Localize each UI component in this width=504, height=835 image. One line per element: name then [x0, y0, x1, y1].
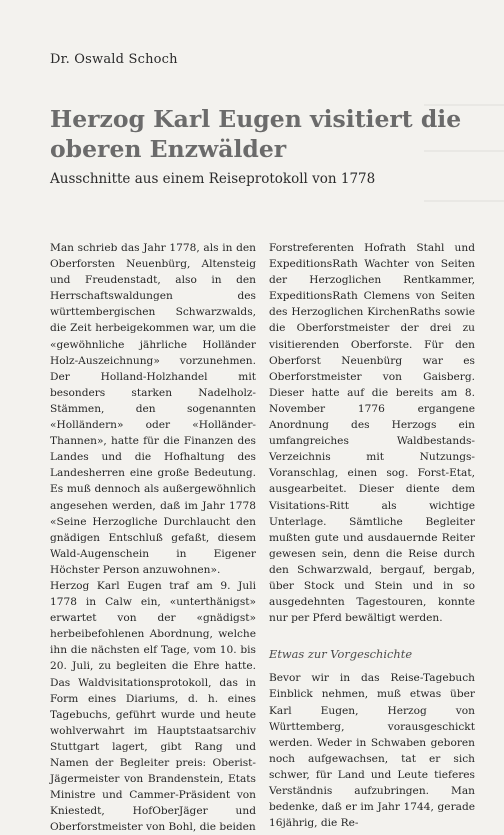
article-title: Herzog Karl Eugen visitiert die oberen Enzwälder	[50, 105, 462, 163]
paragraph: Herzog Karl Eugen traf am 9. Juli 1778 in Calw ein, «unterthänigst» erwartet von der «gnädigst» herbeibefohlenen Abordnung, welche ihn die nächsten elf Tage, vom 10. bis 20. Juli, zu begleiten die Ehre hatte. Das Waldvisitationsprotokoll, das in Form eines Diariums, d. h. eines Tagebuchs, geführt wurde und heute wohlverwahrt im Hauptstaatsarchiv Stuttgart lagert, gibt Rang und Namen der Begleiter preis: Oberist-Jägermeister von Brandenstein, Etats Ministre und Cammer-Präsident von Kniestedt, HofOberJäger und Oberforstmeister von Bohl, die beiden	[50, 579, 256, 834]
author-name: Dr. Oswald Schoch	[50, 52, 178, 67]
text-column-right	[269, 240, 475, 831]
bleed-through-line	[424, 200, 504, 202]
paragraph: Man schrieb das Jahr 1778, als in den Oberforsten Neuenbürg, Altensteig und Freudenstadt, also in den Herrschaftswaldungen des württembergischen Schwarzwalds, die Zeit herbeigekommen war, um die «gewöhnliche jährliche Holländer Holz-Auszeichnung» vorzunehmen. Der Holland-Holzhandel mit besonders starken Nadelholz-Stämmen, den sogenannten «Holländern» oder «Holländer-Thannen», hatte für die Finanzen des Landes und die Hofhaltung des Landesherren eine große Bedeutung. Es muß dennoch als außergewöhnlich angesehen werden, daß im Jahr 1778 «Seine Herzogliche Durchlaucht den gnädigen Entschluß gefaßt, diesem Wald-Augenschein in Eigener Höchster Person anzuwohnen».	[50, 242, 256, 576]
text-column-left	[50, 240, 256, 835]
paragraph: Forstreferenten Hofrath Stahl und ExpeditionsRath Wachter von Seiten der Herzoglichen Rentkammer, ExpeditionsRath Clemens von Seiten des Herzoglichen KirchenRaths sowie die Oberforstmeister der drei zu visitierenden Oberforste. Für den Oberforst Neuenbürg war es Oberforstmeister von Gaisberg. Dieser hatte auf die bereits am 8. November 1776 ergangene Anordnung des Herzogs ein umfangreiches Waldbestands-Verzeichnis mit Nutzungs-Voranschlag, einen sog. Forst-Etat, ausgearbeitet. Dieser diente dem Visitations-Ritt als wichtige Unterlage. Sämtliche Begleiter mußten gute und ausdauernde Reiter gewesen sein, denn die Reise durch den Schwarzwald, bergauf, bergab, über Stock und Stein und in so ausgedehnten Tagestouren, konnte nur per Pferd bewältigt werden.	[269, 242, 475, 625]
section-heading: Etwas zur Vorgeschichte	[269, 647, 413, 662]
paragraph: Bevor wir in das Reise-Tagebuch Einblick nehmen, muß etwas über Karl Eugen, Herzog von Württemberg, vorausgeschickt werden. Weder in Schwaben geboren noch aufgewachsen, tat er sich schwer, für Land und Leute tieferes Verständnis aufzubringen. Man bedenke, daß er im Jahr 1744, gerade 16jährig, die Re-	[269, 672, 475, 830]
article-subtitle: Ausschnitte aus einem Reiseprotokoll von 1778	[50, 171, 376, 187]
